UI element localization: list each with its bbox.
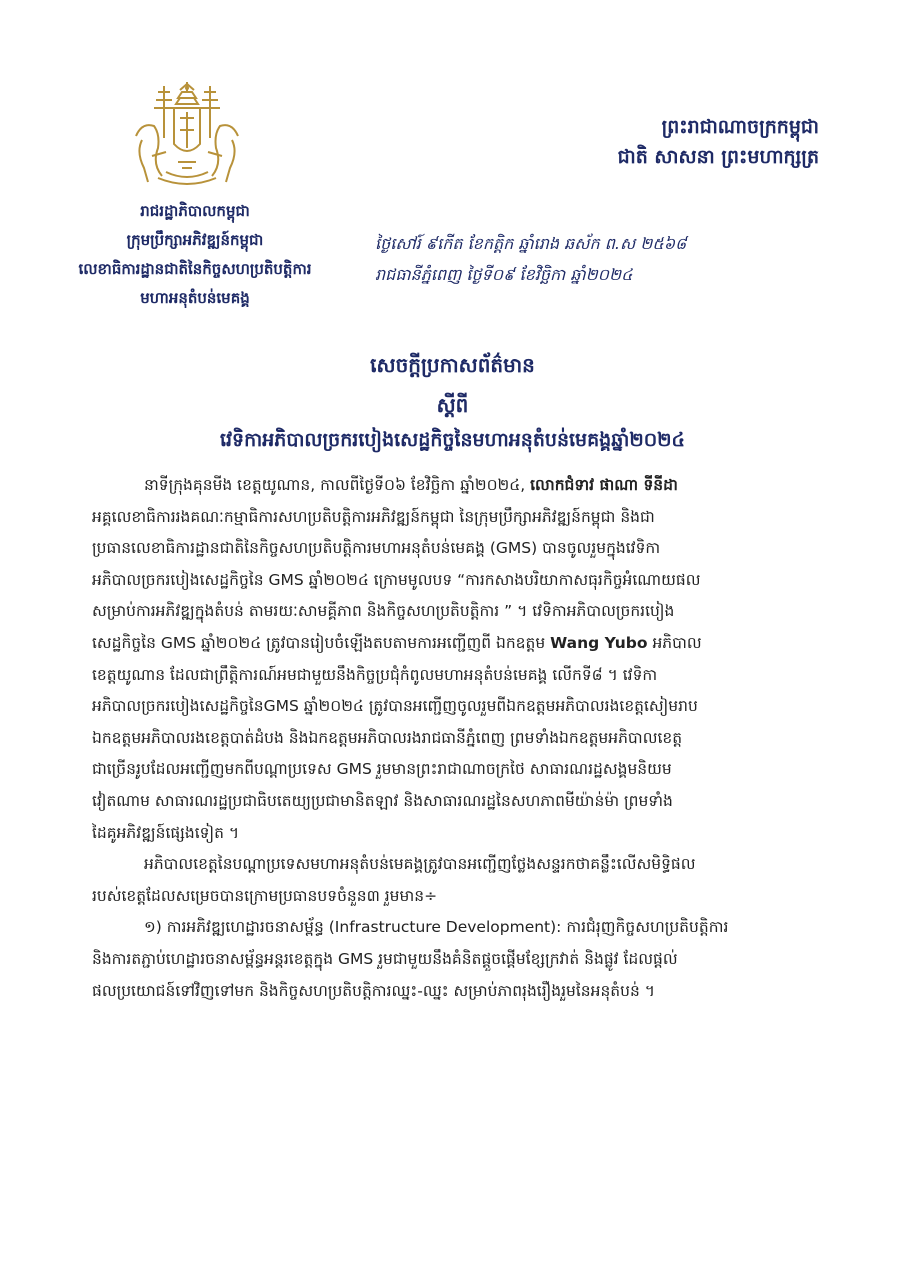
body-line: និងការតភ្ជាប់ហេដ្ឋារចនាសម្ព័ន្ធអន្តរខេត្តក្នុង GMS រួមជាមួយនឹងគំនិតផ្ដួចផ្ដើមខ្សែក្រវាត់ និងផ្លូវ ដែលផ្ដល់ <box>92 949 678 968</box>
royal-coat-of-arms-emblem <box>122 78 252 190</box>
paragraph-3 <box>92 912 825 1007</box>
body-line: អភិបាលខេត្តនៃបណ្ដាប្រទេសមហាអនុតំបន់មេគង្គត្រូវបានអញ្ជើញថ្លែងសន្ទរកថាគន្លឹះលើសមិទ្ធិផល <box>144 855 696 874</box>
body-line: អភិបាលច្រករបៀងសេដ្ឋកិច្ចនៃGMS ឆ្នាំ២០២៤ ត្រូវបានអញ្ជើញចូលរួមពីឯកឧត្តមអភិបាលរងខេត្តសៀមរាប <box>92 697 698 716</box>
org-line-secretariat: លេខាធិការដ្ឋានជាតិនៃកិច្ចសហប្រតិបត្តិការ <box>78 260 312 278</box>
paragraph-2 <box>92 849 825 912</box>
title-subject: វេទិកាអភិបាលច្រករបៀងសេដ្ឋកិច្ចនៃមហាអនុតំបន់មេគង្គឆ្នាំ២០២៤ <box>220 429 685 451</box>
body-line: អភិបាលច្រករបៀងសេដ្ឋកិច្ចនៃ GMS ឆ្នាំ២០២៤ ក្រោមមូលបទ “ការកសាងបរិយាកាសធុរកិច្ចអំណោយផល <box>92 570 701 589</box>
body-line: ផលប្រយោជន៍ទៅវិញទៅមក និងកិច្ចសហប្រតិបត្តិការឈ្នះ-ឈ្នះ សម្រាប់ភាពរុងរឿងរួមនៃអនុតំបន់ ។ <box>92 981 655 1000</box>
org-line-government: រាជរដ្ឋាភិបាលកម្ពុជា <box>140 202 250 220</box>
document-body <box>92 470 825 1007</box>
body-line: ដៃគូអភិវឌ្ឍន៍ផ្សេងទៀត ។ <box>92 823 240 842</box>
body-line: ប្រធានលេខាធិការដ្ឋានជាតិនៃកិច្ចសហប្រតិបត្តិការមហាអនុតំបន់មេគង្គ (GMS) បានចូលរួមក្នុងវេទិកា <box>92 539 661 558</box>
body-line: វៀតណាម សាធារណរដ្ឋប្រជាធិបតេយ្យប្រជាមានិតឡាវ និងសាធារណរដ្ឋនៃសហភាពមីយ៉ាន់ម៉ា ព្រមទាំង <box>92 791 673 810</box>
body-text: អភិបាល <box>647 633 702 652</box>
body-line <box>92 628 825 660</box>
document-date <box>375 228 825 290</box>
body-line: ជាច្រើនរូបដែលអញ្ជើញមកពីបណ្ដាប្រទេស GMS រួមមានព្រះរាជាណាចក្រថៃ សាធារណរដ្ឋសង្គមនិយម <box>92 760 672 779</box>
body-line: ខេត្តយូណាន ដែលជាព្រឹត្តិការណ៍អមជាមួយនឹងកិច្ចប្រជុំកំពូលមហាអនុតំបន់មេគង្គ លើកទី៨ ។ វេទិកា <box>92 665 658 684</box>
person-name: លោកជំទាវ ផាណា ទីនីដា <box>530 476 678 494</box>
org-line-cdc: ក្រុមប្រឹក្សាអភិវឌ្ឍន៍កម្ពុជា <box>126 231 264 249</box>
body-line: ឯកឧត្តមអភិបាលរងខេត្តបាត់ដំបង និងឯកឧត្តមអភិបាលរងរាជធានីភ្នំពេញ ព្រមទាំងឯកឧត្តមអភិបាលខេត្ត <box>92 728 683 747</box>
body-line <box>92 470 825 502</box>
kingdom-heading <box>618 112 819 172</box>
person-name: Wang Yubo <box>550 633 648 652</box>
body-text: នាទីក្រុងគុនមីង ខេត្តយូណាន, កាលពីថ្ងៃទី០៦ ខែវិច្ឆិកា ឆ្នាំ២០២៤, <box>144 476 531 494</box>
paragraph-1 <box>92 470 825 849</box>
body-line: សម្រាប់ការអភិវឌ្ឍក្នុងតំបន់ តាមរយៈសាមគ្គីភាព និងកិច្ចសហប្រតិបត្តិការ ” ។ វេទិកាអភិបាលច្រករបៀង <box>92 602 675 621</box>
national-motto: ជាតិ សាសនា ព្រះមហាក្សត្រ <box>617 146 819 168</box>
kingdom-name: ព្រះរាជាណាចក្រកម្ពុជា <box>661 116 819 138</box>
body-line: អគ្គលេខាធិការរងគណៈកម្មាធិការសហប្រតិបត្តិការអភិវឌ្ឍន៍កម្ពុជា នៃក្រុមប្រឹក្សាអភិវឌ្ឍន៍កម្ពុជា និងជា <box>92 507 655 526</box>
body-line: ១) ការអភិវឌ្ឍហេដ្ឋារចនាសម្ព័ន្ធ (Infrastructure Development): ការជំរុញកិច្ចសហប្រតិបត្តិការ <box>144 918 729 937</box>
body-text: សេដ្ឋកិច្ចនៃ GMS ឆ្នាំ២០២៤ ត្រូវបានរៀបចំឡើងតបតាមការអញ្ជើញពី ឯកឧត្ដម <box>92 633 551 652</box>
solar-date: រាជធានីភ្នំពេញ ថ្ងៃទី០៩ ខែវិច្ឆិកា ឆ្នាំ២០២៤ <box>375 265 633 284</box>
document-title: សេចក្ដីប្រកាសព័ត៌មាន <box>370 353 535 377</box>
org-line-gms: មហាអនុតំបន់មេគង្គ <box>140 289 250 307</box>
title-subject-label: ស្ដីពី <box>436 393 469 417</box>
body-line: របស់ខេត្តដែលសម្រេចបានក្រោមប្រធានបទចំនួន៣ រួមមាន÷ <box>92 886 438 905</box>
issuing-organization <box>60 197 330 313</box>
lunar-date: ថ្ងៃសៅរ៍ ៩កើត ខែកត្តិក ឆ្នាំរោង ឆស័ក ព.ស ២៥៦៨ <box>375 234 687 253</box>
